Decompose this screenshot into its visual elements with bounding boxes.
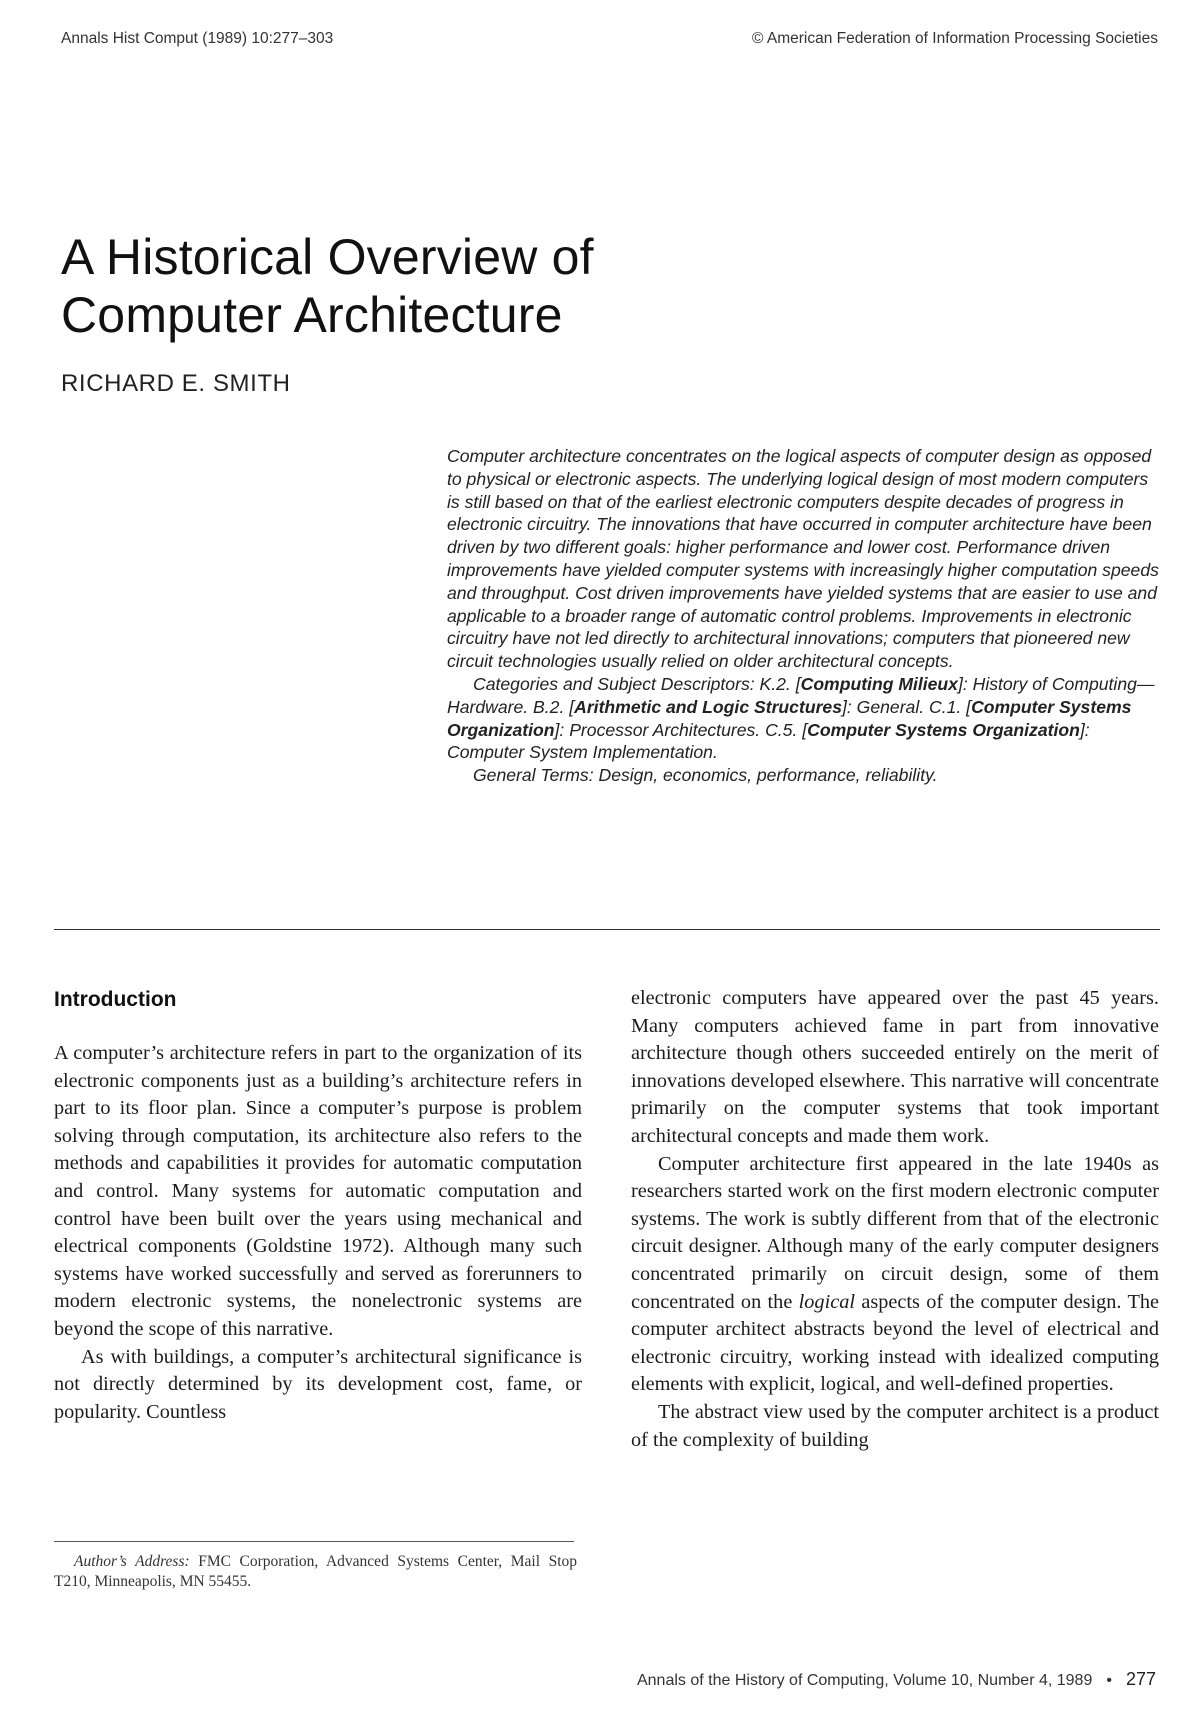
running-header-right: © American Federation of Information Processing Societies [751, 30, 1158, 47]
section-heading-introduction: Introduction [54, 988, 177, 1011]
body-paragraph: The abstract view used by the computer architect is a product of the complexity of building [631, 1400, 1159, 1451]
journal-citation: Annals of the History of Computing, Volume 10, Number 4, 1989 [636, 1672, 1093, 1689]
body-paragraph: electronic computers have appeared over the past 45 years. Many computers achieved fame in part from innovative architecture though others succeeded entirely on the merit of innovations developed elsewhere. This narrative will concentrate primarily on the computer systems that took important architectural concepts and made them work. [631, 987, 1159, 1147]
footnote-label: Author’s Address: [74, 1553, 190, 1570]
abstract [447, 445, 1162, 787]
descriptor-text: ]: Processor Architectures. C.5. [ [554, 719, 808, 740]
descriptor-text: Categories and Subject Descriptors: K.2. [ [473, 673, 801, 694]
body-column-right [631, 985, 1159, 1454]
descriptor-text: ]: History of Computing—Hardware. B.2. [ [447, 673, 1155, 717]
general-terms: General Terms: Design, economics, performance, reliability. [473, 765, 938, 786]
abstract-body: Computer architecture concentrates on the logical aspects of computer design as opposed to physical or electronic aspects. The underlying logical design of most modern computers is still based on that of the earliest electronic computers despite decades of progress in electronic circuitry. The innovations that have occurred in computer architecture have been driven by two different goals: higher performance and lower cost. Performance driven improvements have yielded computer systems with increasingly higher computation speeds and throughput. Cost driven improvements have yielded systems that are easier to use and applicable to a broader range of automatic control problems. Improvements in electronic circuitry have not led directly to architectural innovations; computers that pioneered new circuit technologies usually relied on older architectural concepts. [447, 446, 1159, 672]
body-text: aspects of the computer design. The computer architect abstracts beyond the level of electrical and electronic circuitry, working instead with idealized computing elements with explicit, logical, and well-defined properties. [631, 1290, 1159, 1396]
page-number: 277 [1125, 1669, 1156, 1689]
article-title [61, 228, 594, 344]
descriptor-category: Computer Systems Organization [447, 696, 1132, 740]
section-divider [54, 929, 1160, 930]
body-paragraph: A computer’s architecture refers in part to the organization of its electronic components just as a building’s architecture refers in part to its floor plan. Since a computer’s purpose is problem solving through computation, its architecture also refers to the methods and capabilities it provides for automatic computation and control. Many systems for automatic computation and control have been built over the years using mechanical and electrical components (Goldstine 1972). Although many such systems have worked successfully and served as forerunners to modern electronic systems, the nonelectronic systems are beyond the scope of this narrative. [54, 1042, 582, 1340]
body-text: Computer architecture first appeared in the late 1940s as researchers started work on the first modern electronic computer systems. The work is subtly different from that of the electronic circuit designer. Although many of the early computer designers concentrated primarily on circuit design, some of them concentrated on the [631, 1152, 1159, 1313]
running-header-left: Annals Hist Comput (1989) 10:277–303 [61, 30, 334, 47]
footnote-text: FMC Corporation, Advanced Systems Center, Mail Stop T210, Minneapolis, MN 55455. [54, 1553, 577, 1590]
footnote-divider [54, 1541, 574, 1542]
subject-descriptors [447, 673, 1162, 764]
descriptor-category: Arithmetic and Logic Structures [574, 696, 842, 717]
descriptor-text: ]: General. C.1. [ [841, 696, 972, 717]
article-title-line-2: Computer Architecture [61, 287, 563, 343]
descriptor-text: ]: Computer System Implementation. [447, 719, 1090, 763]
descriptor-category: Computer Systems Organization [807, 719, 1080, 740]
author-name: RICHARD E. SMITH [61, 370, 291, 397]
descriptor-category: Computing Milieux [800, 673, 958, 694]
body-paragraph: As with buildings, a computer’s architectural significance is not directly determined by its development cost, fame, or popularity. Countless [54, 1345, 582, 1423]
article-title-line-1: A Historical Overview of [61, 229, 594, 285]
page-footer [637, 1669, 1156, 1690]
emphasis-text: logical [798, 1290, 855, 1313]
footer-separator: • [1106, 1672, 1112, 1689]
author-address-footnote [54, 1552, 577, 1591]
body-paragraph [631, 1151, 1159, 1399]
body-column-left [54, 1040, 582, 1426]
